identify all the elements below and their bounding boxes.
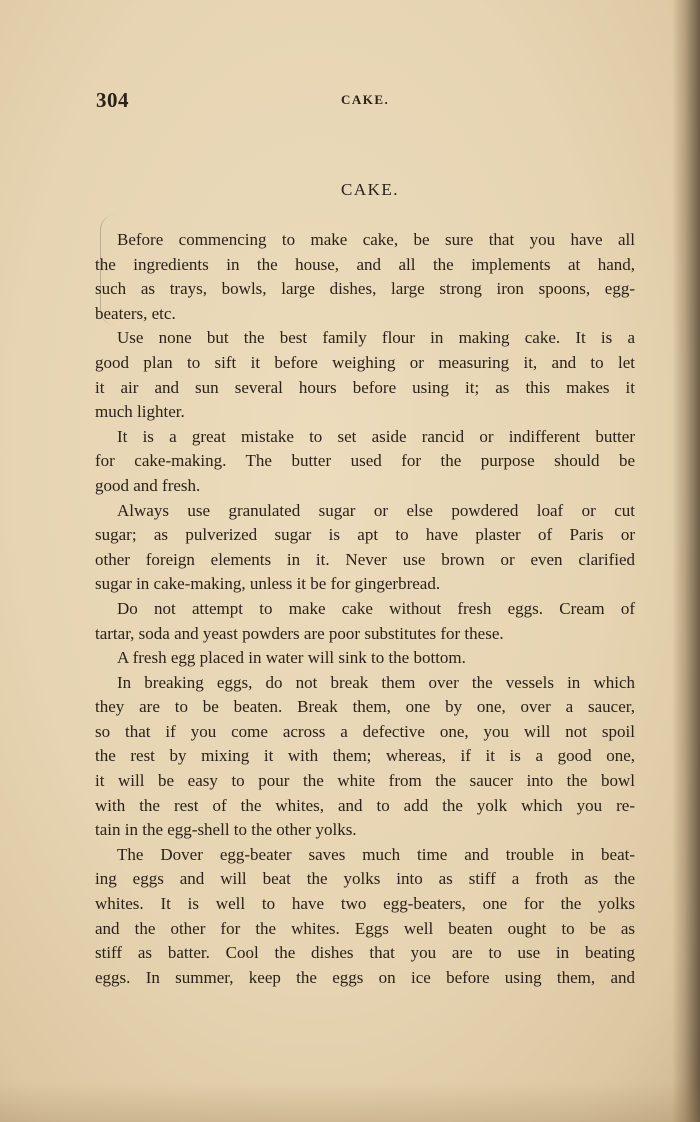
paragraph xyxy=(95,646,635,671)
text-line: much lighter. xyxy=(95,402,185,422)
text-line: good plan to sift it before weighing or measuring it, and to let xyxy=(95,352,635,372)
text-line: sugar in cake-making, unless it be for gingerbread. xyxy=(95,574,441,594)
text-line: stiff as batter. Cool the dishes that you are to use in beating xyxy=(95,943,635,963)
text-line: so that if you come across a defective one, you will not spoil xyxy=(95,721,635,741)
text-line: Use none but the best family flour in making cake. It is a xyxy=(117,328,635,348)
text-line: tain in the egg-shell to the other yolks. xyxy=(95,820,357,840)
chapter-title: CAKE. xyxy=(340,180,400,199)
text-line: tartar, soda and yeast powders are poor substitutes for these. xyxy=(95,623,504,643)
text-line: for cake-making. The butter used for the purpose should be xyxy=(95,451,635,471)
text-line: Do not attempt to make cake without fresh eggs. Cream of xyxy=(117,598,635,618)
page-number: 304 xyxy=(96,88,129,112)
text-line: In breaking eggs, do not break them over the vessels in which xyxy=(117,672,635,692)
text-line: such as trays, bowls, large dishes, large strong iron spoons, egg- xyxy=(95,279,635,299)
page-edge-shadow xyxy=(672,0,700,1122)
text-line: the ingredients in the house, and all the implements at hand, xyxy=(95,254,635,274)
text-line: The Dover egg-beater saves much time and trouble in beat- xyxy=(117,844,635,864)
text-line: beaters, etc. xyxy=(95,303,176,323)
text-line: ing eggs and will beat the yolks into as stiff a froth as the xyxy=(95,869,635,889)
paragraph xyxy=(95,671,635,843)
text-line: and the other for the whites. Eggs well beaten ought to be as xyxy=(95,918,635,938)
text-line: Before commencing to make cake, be sure that you have all xyxy=(117,230,635,249)
text-line: Always use granulated sugar or else powdered loaf or cut xyxy=(117,500,635,520)
text-line: whites. It is well to have two egg-beaters, one for the yolks xyxy=(95,894,635,914)
paragraph xyxy=(95,425,635,499)
paragraph xyxy=(95,326,635,424)
paragraph xyxy=(95,843,635,991)
page-bottom-shade xyxy=(0,1082,700,1122)
text-line: it will be easy to pour the white from the saucer into the bowl xyxy=(95,771,635,791)
body-text xyxy=(95,228,635,990)
text-line: good and fresh. xyxy=(95,475,201,495)
running-head: CAKE. xyxy=(341,92,390,107)
text-line: with the rest of the whites, and to add the yolk which you re- xyxy=(95,795,635,815)
paragraph xyxy=(95,499,635,597)
text-line: it air and sun several hours before using it; as this makes it xyxy=(95,377,635,397)
text-line: they are to be beaten. Break them, one by one, over a saucer, xyxy=(95,697,635,717)
text-line: It is a great mistake to set aside rancid or indifferent butter xyxy=(117,426,635,446)
paragraph xyxy=(95,597,635,646)
text-line: other foreign elements in it. Never use brown or even clarified xyxy=(95,549,635,569)
text-line: the rest by mixing it with them; whereas, if it is a good one, xyxy=(95,746,635,766)
text-line: eggs. In summer, keep the eggs on ice before using them, and xyxy=(95,967,635,987)
text-line: sugar; as pulverized sugar is apt to have plaster of Paris or xyxy=(95,525,635,545)
text-line: A fresh egg placed in water will sink to the bottom. xyxy=(117,648,466,668)
paragraph xyxy=(95,228,635,326)
